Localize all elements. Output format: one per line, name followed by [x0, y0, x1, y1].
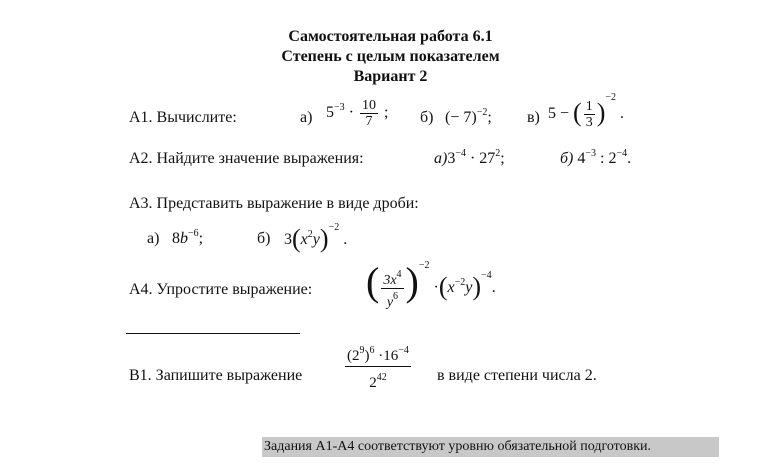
task-a2-label: А2. Найдите значение выражения: — [129, 150, 364, 167]
task-a3-option-b-marker: б) — [257, 230, 271, 247]
worksheet-title: Самостоятельная работа 6.1 — [288, 28, 493, 45]
task-a4-expression: ( $\frac{3x^4}{y^6}$ )$^{-2} \cdot(x^{-2}y)^{-4}$. — [366, 259, 496, 310]
task-a3-option-a-marker: а) — [147, 230, 160, 247]
fraction-b1: $\frac{(2^9)^6 \cdot 16^{-4}}{2^{42}}$ — [347, 345, 409, 391]
fraction-3x4-y6: $\frac{3x^4}{y^6}$ — [383, 268, 402, 310]
task-a1-label: А1. Вычислите: — [129, 109, 237, 126]
worksheet-subtitle: Степень с целым показателем — [281, 48, 500, 65]
task-a1-option-b-expression: (− 7)$^{-2}$; — [445, 107, 492, 126]
task-a2-option-a: $а)3^{-4} \cdot 27^2$; — [434, 148, 505, 167]
task-a2-option-b: б) $4^{-3}$ : $2^{-4}$. — [560, 148, 632, 167]
fraction-1-3: $\frac{1}{3}$ — [585, 98, 593, 130]
task-a3-option-b-expression: $3(x^2y)^{-2}$ . — [284, 222, 348, 253]
task-a1-option-b-marker: б) — [420, 109, 434, 126]
task-b1-tail: в виде степени числа 2. — [437, 367, 597, 384]
task-b1-label: В1. Запишите выражение — [129, 367, 303, 384]
task-a4-label: А4. Упростите выражение: — [129, 281, 313, 298]
task-a1-option-c-marker: в) — [527, 109, 540, 126]
task-b1-expression — [343, 341, 413, 394]
task-a1-option-a-marker: а) — [300, 109, 313, 126]
worksheet-variant: Вариант 2 — [353, 68, 428, 85]
task-a3-label: А3. Представить выражение в виде дроби: — [129, 195, 419, 212]
task-a1-option-a-expression: $5^{-3}$ · $\frac{10}{7}$ ; — [326, 98, 389, 129]
separator-line — [126, 333, 300, 334]
fraction-10-7: $\frac{10}{7}$ — [361, 98, 376, 129]
footer-note: Задания А1-А4 соответствуют уровню обязательной подготовки. — [262, 437, 719, 457]
task-a1-option-c-expression: 5 − ( $\frac{1}{3}$ )$^{-2}$ . — [548, 92, 625, 130]
task-a3-option-a-expression: $8b^{-6}$; — [172, 228, 204, 247]
